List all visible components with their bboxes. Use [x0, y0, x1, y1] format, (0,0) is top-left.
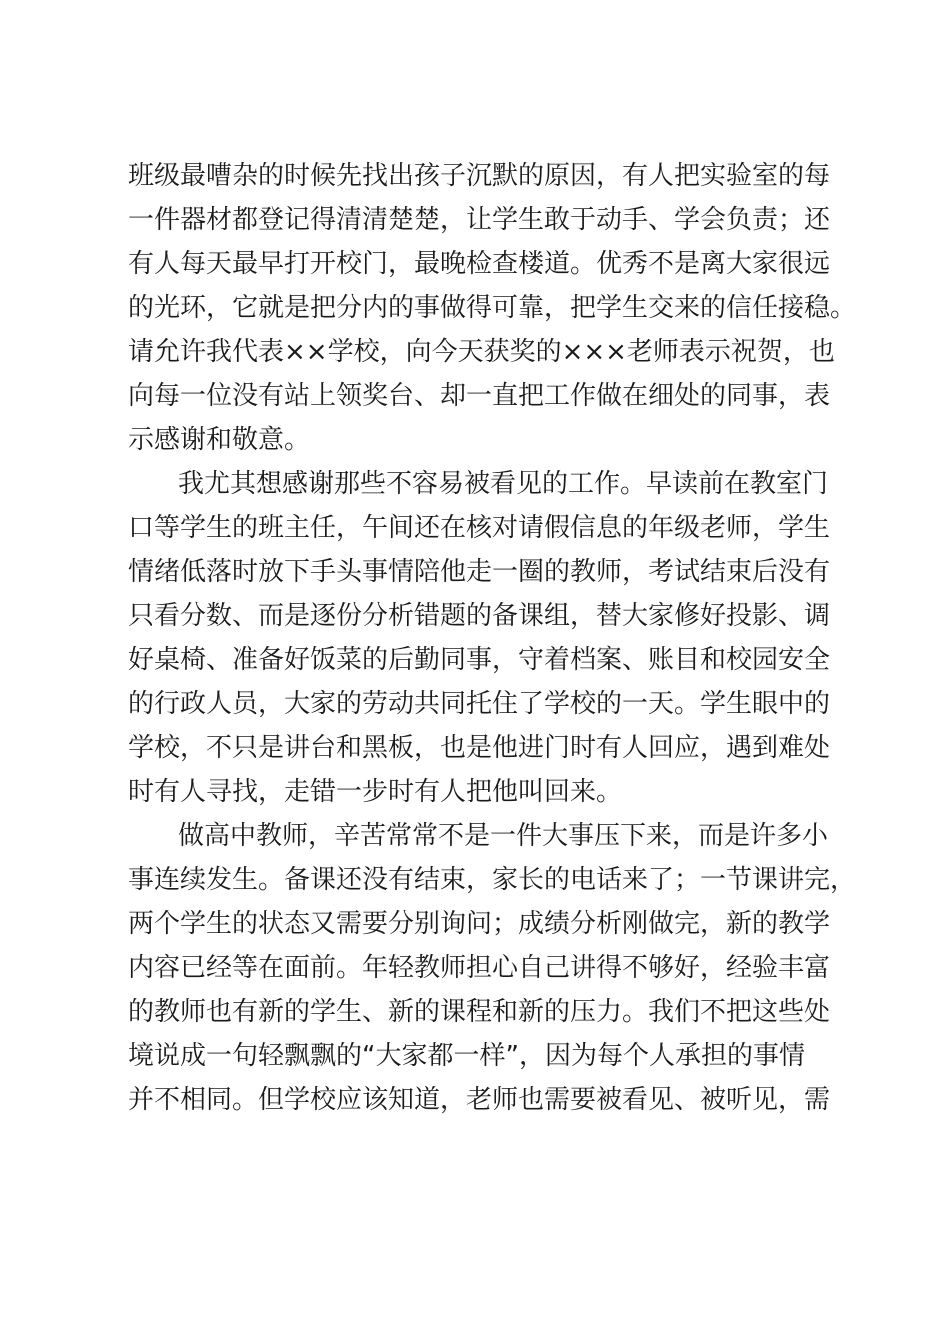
text-line: 请允许我代表××学校，向今天获奖的×××老师表示祝贺，也 — [128, 337, 835, 367]
text-line: 我尤其想感谢那些不容易被看见的工作。早读前在教室门 — [178, 469, 829, 499]
text-line: 内容已经等在面前。年轻教师担心自己讲得不够好，经验丰富 — [128, 953, 831, 983]
text-line: 的行政人员，大家的劳动共同托住了学校的一天。学生眼中的 — [128, 689, 831, 719]
text-line: 并不相同。但学校应该知道，老师也需要被看见、被听见，需 — [128, 1085, 831, 1115]
text-line: 时有人寻找，走错一步时有人把他叫回来。 — [128, 777, 623, 807]
text-line: 做高中教师，辛苦常常不是一件大事压下来，而是许多小 — [178, 821, 829, 851]
text-line: 班级最嘈杂的时候先找出孩子沉默的原因，有人把实验室的每 — [128, 161, 831, 191]
text-line: 情绪低落时放下手头事情陪他走一圈的教师，考试结束后没有 — [128, 557, 831, 587]
text-line: 只看分数、而是逐份分析错题的备课组，替大家修好投影、调 — [128, 601, 831, 631]
text-line: 境说成一句轻飘飘的“大家都一样”，因为每个人承担的事情 — [128, 1041, 805, 1071]
paragraph-2 — [128, 462, 838, 814]
text-line: 示感谢和敬意。 — [128, 425, 311, 455]
text-line: 的光环，它就是把分内的事做得可靠，把学生交来的信任接稳。 — [128, 293, 857, 323]
text-line: 有人每天最早打开校门，最晚检查楼道。优秀不是离大家很远 — [128, 249, 831, 279]
document-body — [128, 154, 857, 1122]
text-line: 两个学生的状态又需要分别询问；成绩分析刚做完，新的教学 — [128, 909, 831, 939]
text-line: 一件器材都登记得清清楚楚，让学生敢于动手、学会负责；还 — [128, 205, 831, 235]
text-line: 学校，不只是讲台和黑板，也是他进门时有人回应，遇到难处 — [128, 733, 831, 763]
text-line: 好桌椅、准备好饭菜的后勤同事，守着档案、账目和校园安全 — [128, 645, 831, 675]
text-line: 向每一位没有站上领奖台、却一直把工作做在细处的同事，表 — [128, 381, 831, 411]
text-line: 口等学生的班主任，午间还在核对请假信息的年级老师，学生 — [128, 513, 831, 543]
text-line: 事连续发生。备课还没有结束，家长的电话来了；一节课讲完， — [128, 865, 857, 895]
text-line: 的教师也有新的学生、新的课程和新的压力。我们不把这些处 — [128, 997, 831, 1027]
paragraph-3 — [128, 814, 857, 1122]
paragraph-1 — [128, 154, 857, 462]
